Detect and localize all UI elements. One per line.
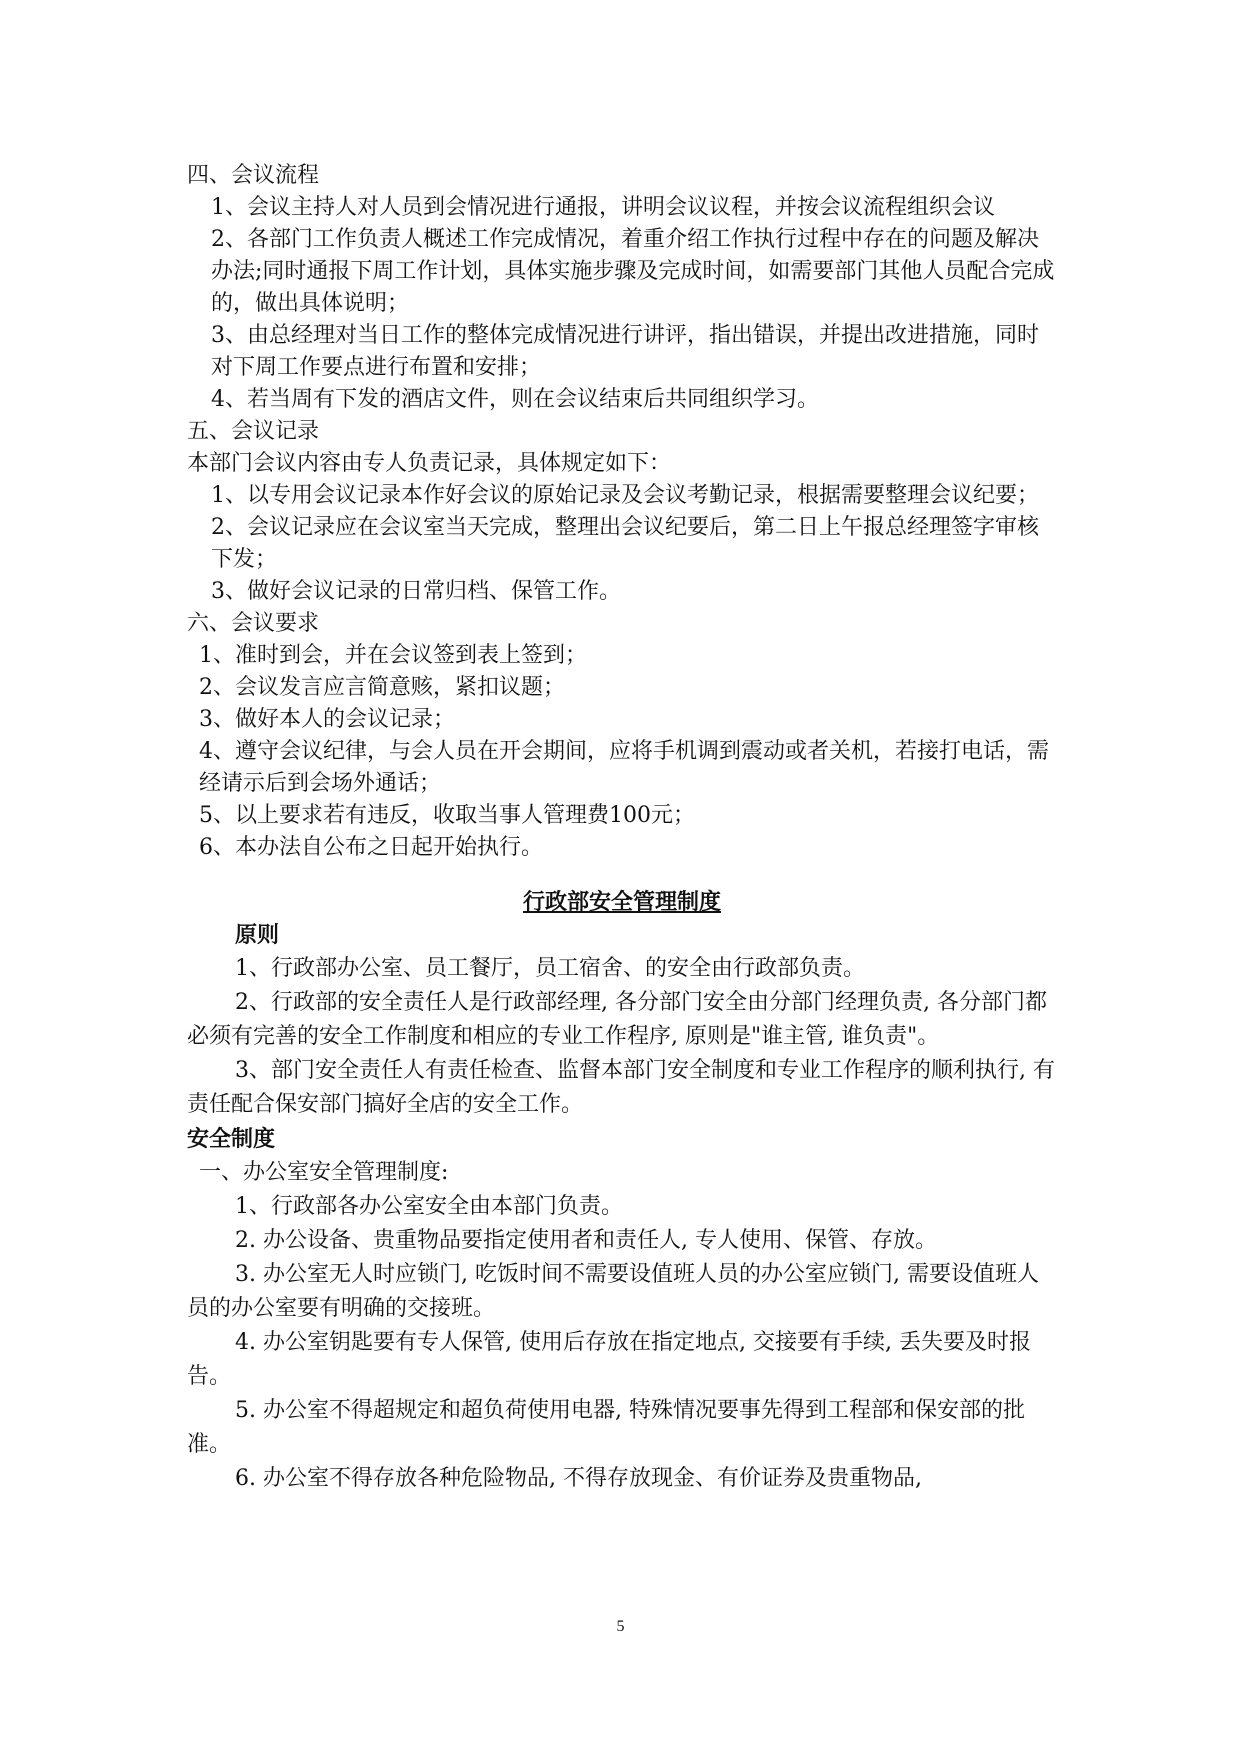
meeting-requirement-item-2: 2、会议发言应言简意赅，紧扣议题； xyxy=(199,675,565,700)
office-safety-item-1: 1、行政部各办公室安全由本部门负责。 xyxy=(235,1194,623,1219)
office-safety-item-4: 4. 办公室钥匙要有专人保管, 使用后存放在指定地点, 交接要有手续, 丢失要及时报告。 xyxy=(187,1330,1031,1389)
office-safety-item-5: 5. 办公室不得超规定和超负荷使用电器, 特殊情况要事先得到工程部和保安部的批准。 xyxy=(187,1398,1025,1457)
document-body xyxy=(187,160,1057,1496)
page-number: 5 xyxy=(616,1618,625,1635)
meeting-requirement-item-5: 5、以上要求若有违反，收取当事人管理费100元； xyxy=(199,803,695,828)
meeting-process-item-1: 1、会议主持人对人员到会情况进行通报，讲明会议议程，并按会议流程组织会议 xyxy=(211,195,995,220)
office-safety-item-3: 3. 办公室无人时应锁门, 吃饭时间不需要设值班人员的办公室应锁门, 需要设值班人员的办公室要有明确的交接班。 xyxy=(187,1262,1039,1321)
meeting-requirement-item-6: 6、本办法自公布之日起开始执行。 xyxy=(199,835,543,860)
meeting-record-intro: 本部门会议内容由专人负责记录，具体规定如下： xyxy=(187,451,672,476)
meeting-record-item-1: 1、以专用会议记录本作好会议的原始记录及会议考勤记录，根据需要整理会议纪要； xyxy=(211,483,1039,508)
section-heading-meeting-record: 五、会议记录 xyxy=(187,419,320,444)
meeting-requirement-item-1: 1、准时到会，并在会议签到表上签到； xyxy=(199,643,587,668)
office-safety-item-2: 2. 办公设备、贵重物品要指定使用者和责任人, 专人使用、保管、存放。 xyxy=(235,1228,937,1253)
meeting-requirement-item-3: 3、做好本人的会议记录； xyxy=(199,707,455,732)
document-title-admin-safety: 行政部安全管理制度 xyxy=(522,889,721,915)
principle-heading: 原则 xyxy=(235,922,280,948)
admin-safety-section xyxy=(187,918,1057,1496)
meeting-record-item-3: 3、做好会议记录的日常归档、保管工作。 xyxy=(211,579,621,604)
principle-item-3: 3、部门安全责任人有责任检查、监督本部门安全制度和专业工作程序的顺利执行, 有责任配合保安部门搞好全店的安全工作。 xyxy=(187,1058,1055,1117)
meeting-process-item-2: 2、各部门工作负责人概述工作完成情况，着重介绍工作执行过程中存在的问题及解决办法;同时通报下周工作计划，具体实施步骤及完成时间，如需要部门其他人员配合完成的，做出具体说明； xyxy=(211,227,1055,316)
safety-rules-heading: 安全制度 xyxy=(187,1126,276,1152)
principle-item-1: 1、行政部办公室、员工餐厅，员工宿舍、的安全由行政部负责。 xyxy=(235,956,865,981)
meeting-record-item-2: 2、会议记录应在会议室当天完成，整理出会议纪要后，第二日上午报总经理签字审核下发； xyxy=(211,515,1039,572)
office-safety-subheading: 一、办公室安全管理制度: xyxy=(199,1160,449,1185)
meeting-process-item-3: 3、由总经理对当日工作的整体完成情况进行讲评，指出错误，并提出改进措施，同时对下周工作要点进行布置和安排； xyxy=(211,323,1039,380)
office-safety-item-6: 6. 办公室不得存放各种危险物品, 不得存放现金、有价证券及贵重物品, xyxy=(235,1466,922,1491)
meeting-requirement-item-4: 4、遵守会议纪律，与会人员在开会期间，应将手机调到震动或者关机，若接打电话，需经请示后到会场外通话； xyxy=(199,739,1049,796)
meeting-process-item-4: 4、若当周有下发的酒店文件，则在会议结束后共同组织学习。 xyxy=(211,387,819,412)
principle-item-2: 2、行政部的安全责任人是行政部经理, 各分部门安全由分部门经理负责, 各分部门都必须有完善的安全工作制度和相应的专业工作程序, 原则是"谁主管, 谁负责"。 xyxy=(187,990,1047,1049)
section-heading-meeting-process: 四、会议流程 xyxy=(187,163,320,188)
section-heading-meeting-requirements: 六、会议要求 xyxy=(187,611,320,636)
